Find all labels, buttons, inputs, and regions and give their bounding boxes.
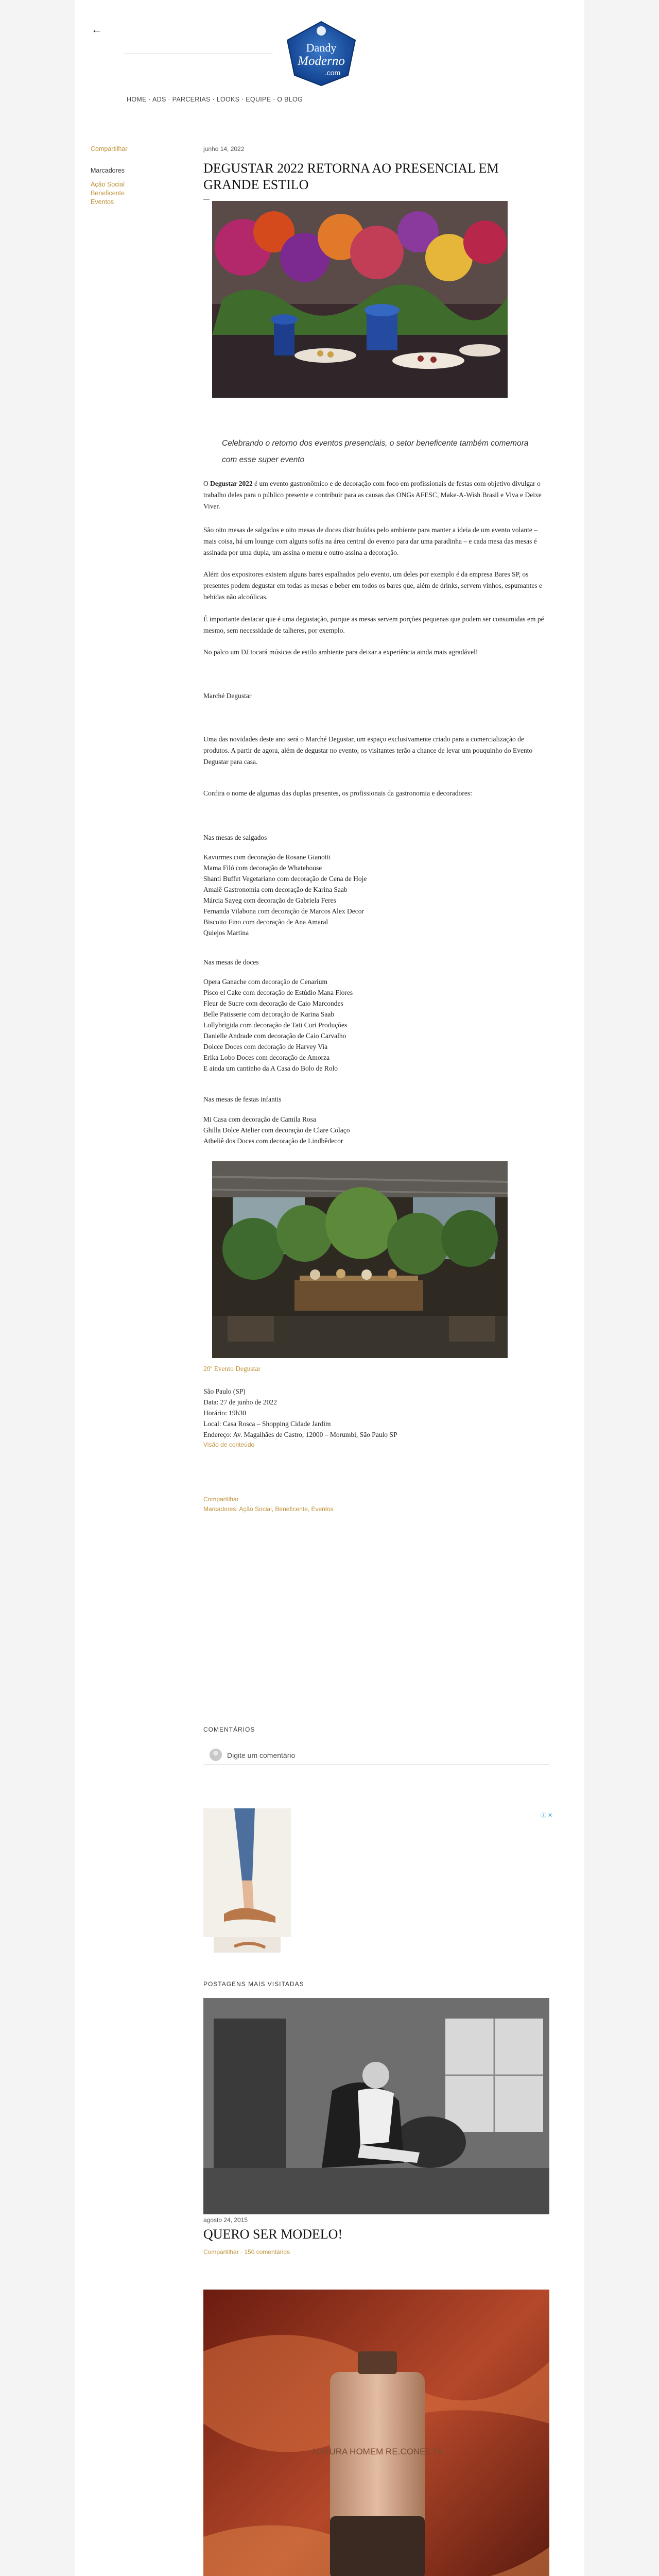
title-dash: — xyxy=(203,195,210,202)
post-sidebar xyxy=(91,145,163,207)
nav-parcerias[interactable]: PARCERIAS xyxy=(172,96,211,103)
paragraph-intro: O Degustar 2022 é um evento gastronômico e de decoração com foco em profissionais de festas com objetivo divulgar o trabalho deles para o público presente e contribuir para as causas das ONGs AFESC, Make-A-Wish Brasil e Viva e Deixe Viver. xyxy=(203,480,542,510)
post-date: junho 14, 2022 xyxy=(203,145,245,152)
paragraph-dj: No palco um DJ tocará músicas de estilo ambiente para deixar a experiência ainda mais agradável! xyxy=(203,648,478,656)
article-header xyxy=(203,145,549,202)
logo-line-1: Dandy xyxy=(306,41,337,54)
popular-post-image-2[interactable] xyxy=(203,2290,549,2576)
list-item: E ainda um cantinho da A Casa do Bolo de Rolo xyxy=(203,1064,338,1072)
nav-ads[interactable]: ADS xyxy=(152,96,166,103)
savory-heading: Nas mesas de salgados xyxy=(203,834,267,841)
popular-post-meta[interactable]: Compartilhar · 150 comentários xyxy=(203,2248,290,2256)
list-item: Opera Ganache com decoração de Cenarium xyxy=(203,978,327,986)
event-info-line: Horário: 19h30 xyxy=(203,1409,246,1417)
list-item: Ghilla Dolce Atelier com decoração de Clare Colaço xyxy=(203,1126,350,1134)
event-heading: 20ª Evento Degustar xyxy=(203,1365,261,1372)
popular-heading: POSTAGENS MAIS VISITADAS xyxy=(203,1980,304,1988)
comment-input[interactable] xyxy=(203,1747,549,1765)
paragraph-tasting: É importante destacar que é uma degustação, porque as mesas servem porções pequenas que podem ser consumidas em pé mesmo, sem necessidade de talheres, por exemplo. xyxy=(203,615,544,634)
nav-equipe[interactable]: EQUIPE xyxy=(246,96,271,103)
logo-line-2: Moderno xyxy=(298,54,345,68)
popular-post-title[interactable]: QUERO SER MODELO! xyxy=(203,2227,343,2242)
list-item: Biscoito Fino com decoração de Ana Amaral xyxy=(203,918,328,926)
event-info-line: São Paulo (SP) xyxy=(203,1387,246,1395)
nav-home[interactable]: HOME xyxy=(127,96,147,103)
avatar xyxy=(210,1749,222,1761)
list-item: Kavurmes com decoração de Rosane Gianotti xyxy=(203,853,331,861)
share-link-bottom[interactable]: Compartilhar xyxy=(203,1496,239,1503)
comment-placeholder: Digite um comentário xyxy=(227,1751,296,1759)
label-acao-social[interactable]: Ação Social xyxy=(91,181,125,188)
list-item: Lollybrigida com decoração de Tati Curi Produções xyxy=(203,1021,348,1029)
list-item: Dolcce Doces com decoração de Harvey Via xyxy=(203,1043,328,1050)
children-heading: Nas mesas de festas infantis xyxy=(203,1095,282,1103)
list-item: Pisco el Cake com decoração de Estúdio Mana Flores xyxy=(203,989,353,996)
post-title: DEGUSTAR 2022 RETORNA AO PRESENCIAL EM GRANDE ESTILO xyxy=(203,161,499,192)
paragraph-bars: Além dos expositores existem alguns bares espalhados pelo evento, um deles por exemplo é da empresa Bares SP, os presentes podem degustar em todas as mesas e beber em todos os bares que, além de drinks, servem vinhos, espumantes e bebidas não alcoólicas. xyxy=(203,570,542,601)
nav-looks[interactable]: LOOKS xyxy=(216,96,240,103)
hero-image-flowers xyxy=(212,201,508,398)
list-item: Mi Casa com decoração de Camila Rosa xyxy=(203,1115,316,1123)
post-labels[interactable]: Marcadores: Ação Social, Beneficente, Eventos xyxy=(203,1505,334,1513)
list-item: Belle Patisserie com decoração de Karina Saab xyxy=(203,1010,335,1018)
site-logo[interactable] xyxy=(282,20,360,88)
list-item: Amaiê Gastronomia com decoração de Karina Saab xyxy=(203,886,348,893)
comments-heading: COMENTÁRIOS xyxy=(203,1726,255,1733)
event-info-line: Local: Casa Rosca – Shopping Cidade Jardim xyxy=(203,1420,331,1428)
popular-post-image-1[interactable] xyxy=(203,1998,549,2214)
labels-heading: Marcadores xyxy=(91,167,125,174)
event-venue-image xyxy=(212,1161,508,1358)
image-caption: Celebrando o retorno dos eventos presenciais, o setor beneficente também comemora com esse super evento xyxy=(222,439,529,464)
label-eventos[interactable]: Eventos xyxy=(91,198,114,206)
nav-blog[interactable]: O BLOG xyxy=(277,96,303,103)
list-item: Fernanda Vilabona com decoração de Marcos Alex Decor xyxy=(203,907,364,915)
list-item: Erika Lobo Doces com decoração de Amorza xyxy=(203,1054,330,1061)
list-item: Márcia Sayeg com decoração de Gabriela Feres xyxy=(203,896,336,904)
back-arrow-icon[interactable]: ← xyxy=(91,23,102,36)
popular-post-date: agosto 24, 2015 xyxy=(203,2216,248,2224)
paragraph-marche: Uma das novidades deste ano será o Marché Degustar, um espaço exclusivamente criado para a comercialização de produtos. A partir de agora, além de degustar no evento, os visitantes terão a chance de levar um pouquinho do Evento Degustar para casa. xyxy=(203,735,533,766)
list-item: Quiejos Martina xyxy=(203,929,249,937)
list-item: Mama Filó com decoração de Whatehouse xyxy=(203,864,322,872)
map-link[interactable]: Visão de conteúdo xyxy=(203,1441,255,1448)
list-item: Danielle Andrade com decoração de Caio Carvalho xyxy=(203,1032,346,1040)
list-item: Atheliê dos Doces com decoração de Lindbêdecor xyxy=(203,1137,343,1145)
sweets-heading: Nas mesas de doces xyxy=(203,958,259,966)
list-item: Fleur de Sucre com decoração de Caio Marcondes xyxy=(203,999,343,1007)
paragraph-confira: Confira o nome de algumas das duplas presentes, os profissionais da gastronomia e decoradores: xyxy=(203,789,472,797)
event-info-line: Endereço: Av. Magalhães de Castro, 12000 – Morumbi, São Paulo SP xyxy=(203,1431,397,1438)
event-info-line: Data: 27 de junho de 2022 xyxy=(203,1398,277,1406)
label-beneficente[interactable]: Beneficente xyxy=(91,190,125,197)
paragraph-marche-title: Marché Degustar xyxy=(203,692,252,700)
ad-choices-icon[interactable]: ⓘ ✕ xyxy=(541,1812,553,1819)
share-link[interactable]: Compartilhar xyxy=(91,145,128,152)
main-nav: HOME · ADS · PARCERIAS · LOOKS · EQUIPE · O BLOG xyxy=(127,96,303,103)
ad-banner[interactable] xyxy=(203,1808,291,1954)
list-item: Shanti Buffet Vegetariano com decoração de Cena de Hoje xyxy=(203,875,367,883)
paragraph-tables: São oito mesas de salgados e oito mesas de doces distribuídas pelo ambiente para manter a ideia de um evento volante – mais coisa, há um lounge com alguns sofás na área central do evento para dar uma paradinha – e cada mesa das mesas é assinada por uma dupla, um assina o menu e outro assina a decoração. xyxy=(203,526,537,556)
product-label-text: NATURA HOMEM RE.CONECTA xyxy=(312,2447,443,2456)
logo-line-3: .com xyxy=(324,69,341,77)
